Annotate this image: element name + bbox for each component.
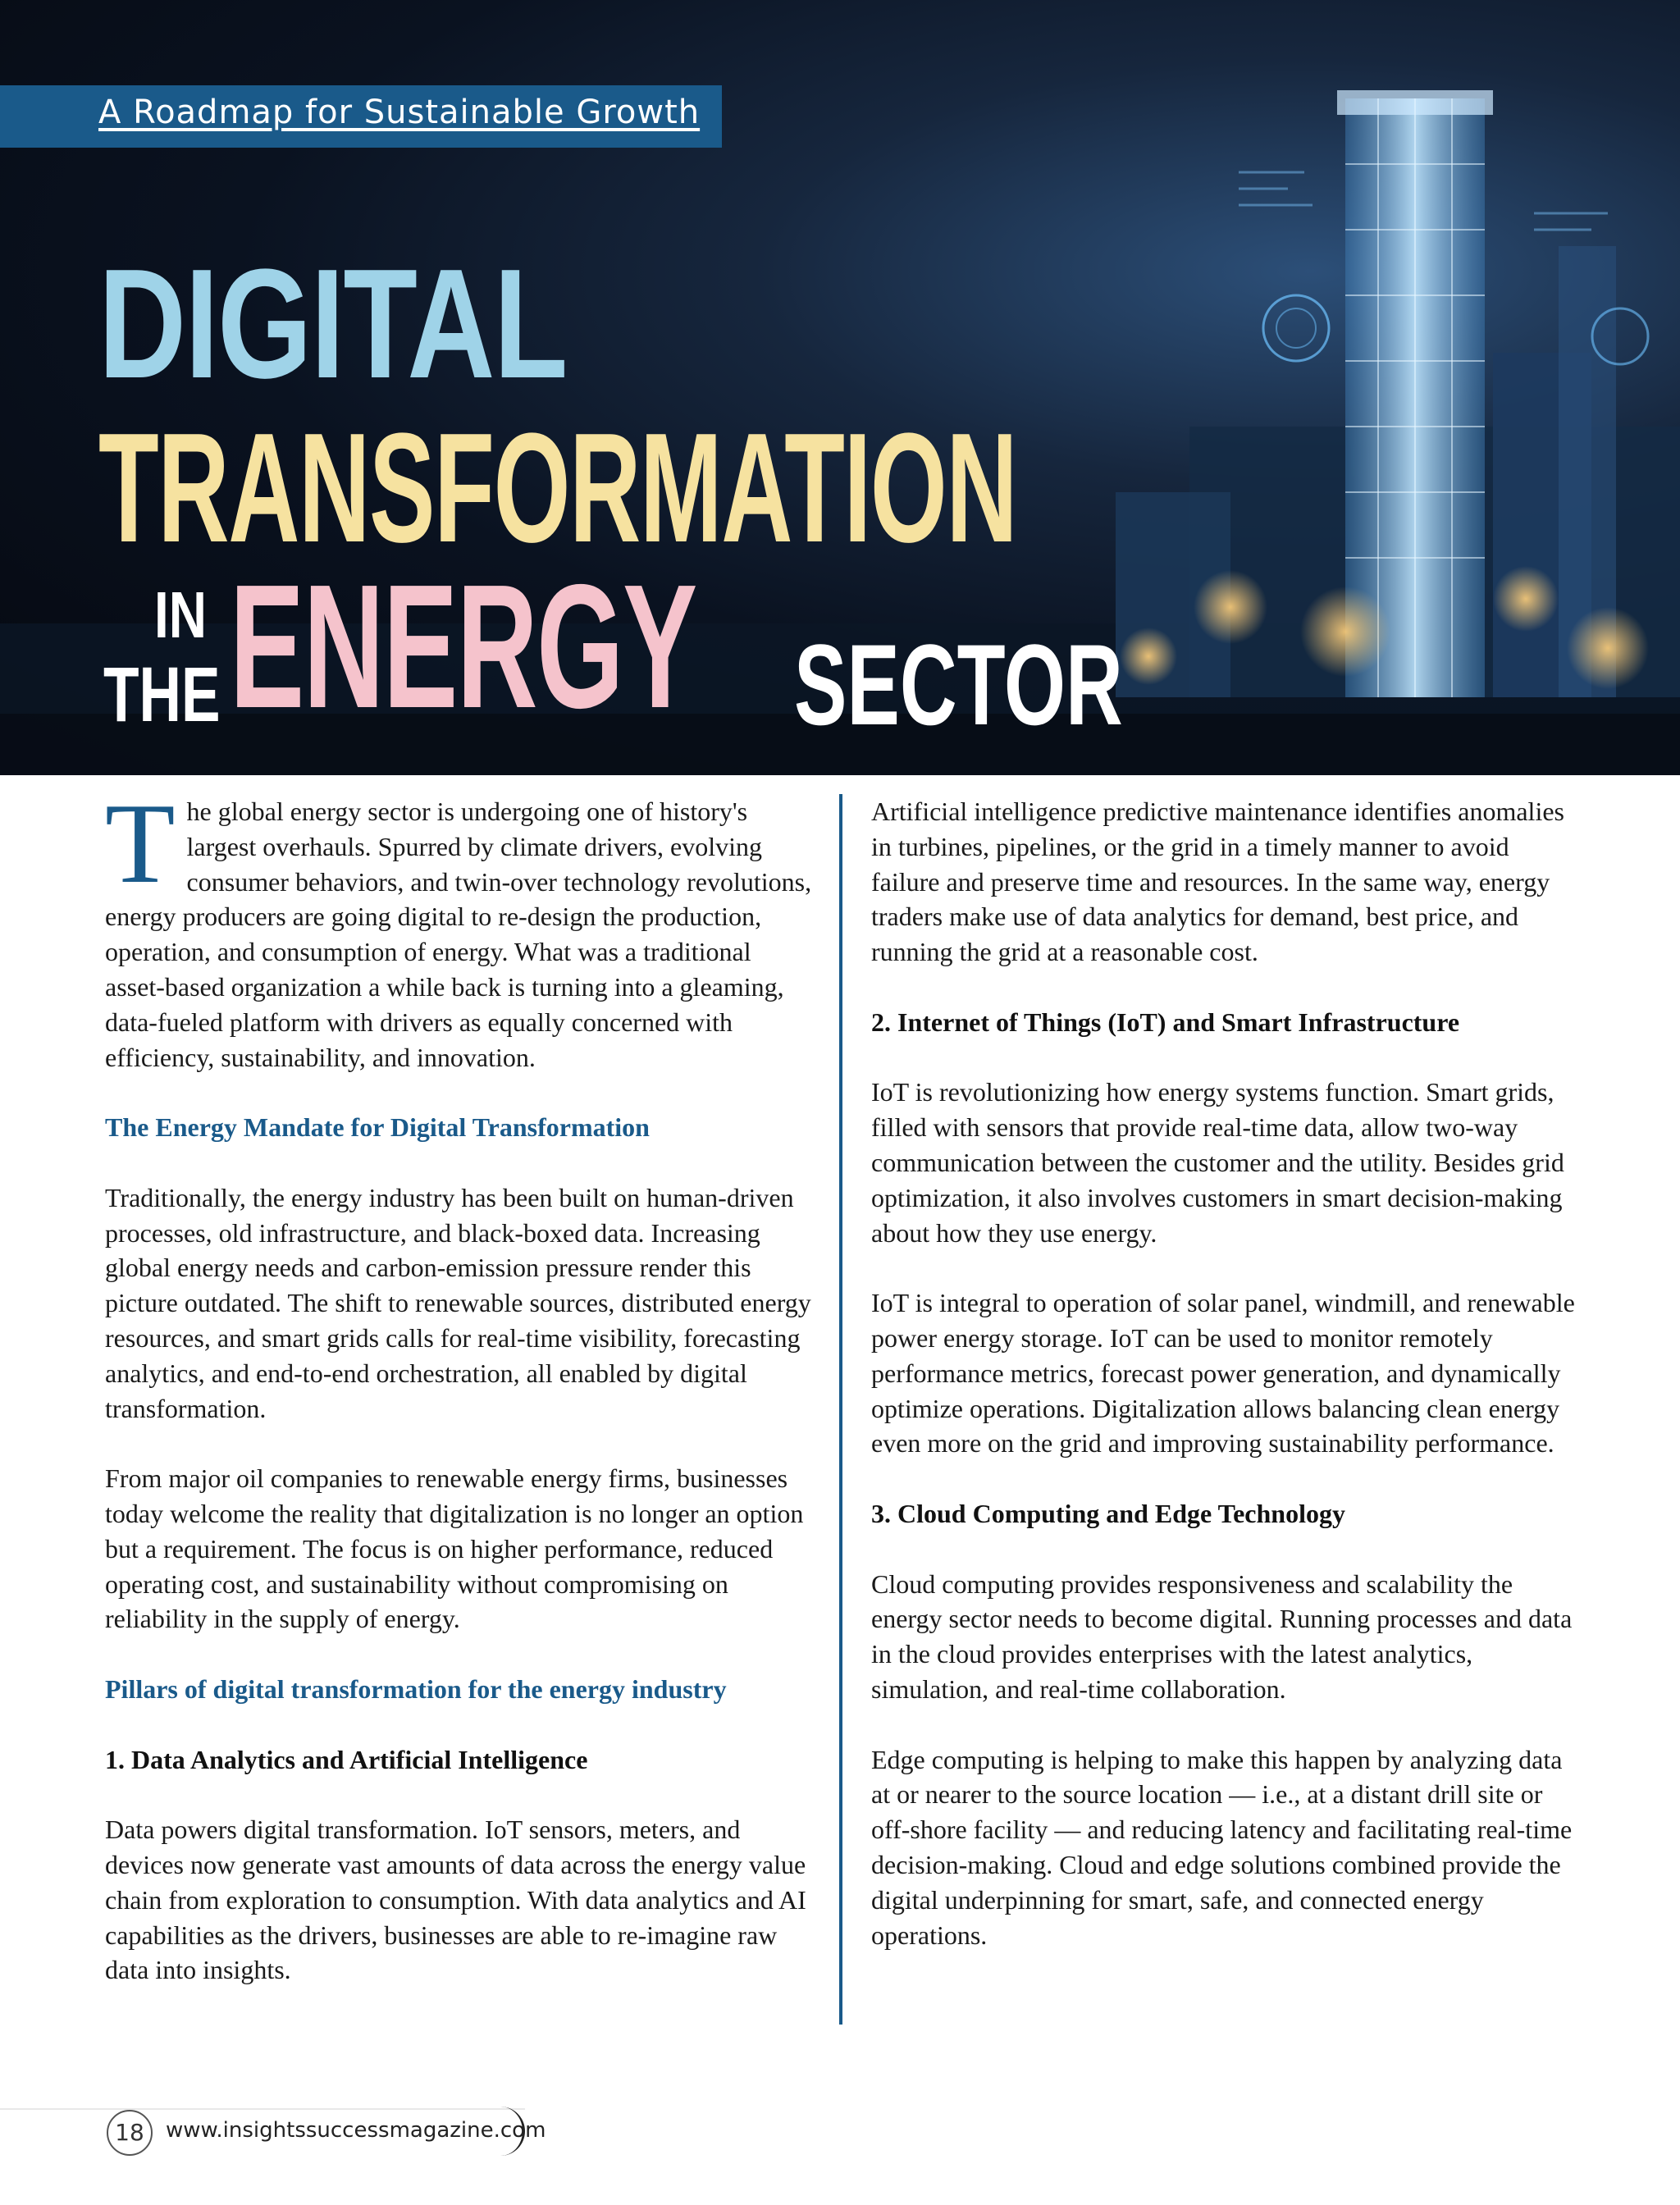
footer-bracket [500,2107,525,2156]
title-sector: SECTOR [794,620,1123,749]
title-the: THE [103,651,221,738]
footer-url[interactable]: www.insightssuccessmagazine.com [166,2118,546,2143]
paragraph: Traditionally, the energy industry has been built on human-driven processes, old infrastructure, and black-boxed data. Increasing global energy needs and carbon-emission pressure render this picture outdated. The shift to renewable sources, distributed energy resources, and smart grids calls for real-time visibility, forecasting analytics, and end-to-end orchestration, all enabled by digital transformation. [105,1182,811,1423]
title-transformation: TRANSFORMATION [98,401,1017,575]
paragraph: IoT is integral to operation of solar panel, windmill, and renewable power energy storage. IoT can be used to monitor remotely performance metrics, forecast power generation, and dynamically optimize operations. Digitalization allows balancing clean energy even more on the grid and improving sustainability performance. [871,1288,1575,1459]
footer-rule [0,2108,525,2110]
left-column [105,780,812,2023]
drop-cap: T [105,780,176,907]
paragraph: Cloud computing provides responsiveness and scalability the energy sector needs to become digital. Running processes and data in the cloud provides enterprises with the latest analytics, simulation, and real-time collaboration. [871,1568,1573,1704]
page-number: 18 [107,2110,153,2156]
title-in: IN [154,578,207,651]
column-divider [839,794,842,2025]
title-digital: DIGITAL [98,237,567,411]
section-heading-mandate: The Energy Mandate for Digital Transformation [105,1112,650,1143]
paragraph: Edge computing is helping to make this happen by analyzing data at or nearer to the source location — i.e., at a distant drill site or off-shore facility — and reducing latency and facilitating real-time decision-making. Cloud and edge solutions combined provide the digital underpinning for smart, safe, and connected energy operations. [871,1744,1573,1950]
section-heading-pillars: Pillars of digital transformation for the energy industry [105,1673,727,1704]
paragraph: Artificial intelligence predictive maintenance identifies anomalies in turbines, pipelines, or the grid in a timely manner to avoid failure and preserve time and resources. In the same way, energy traders make use of data analytics for demand, best price, and running the grid at a reasonable cost. [871,797,1564,967]
kicker-banner [0,85,722,148]
kicker-text: A Roadmap for Sustainable Growth [98,94,701,131]
subheading-cloud: 3. Cloud Computing and Edge Technology [871,1498,1345,1528]
subheading-iot: 2. Internet of Things (IoT) and Smart Infrastructure [871,1007,1460,1037]
right-column [871,794,1583,1988]
paragraph: From major oil companies to renewable energy firms, businesses today welcome the reality that digitalization is no longer an option but a requirement. The focus is on higher performance, reduced operating cost, and sustainability without compromising on reliability in the supply of energy. [105,1463,804,1634]
paragraph: IoT is revolutionizing how energy systems function. Smart grids, filled with sensors that provide real-time data, allow two-way communication between the customer and the utility. Besides grid optimization, it also involves customers in smart decision-making about how they use energy. [871,1077,1564,1248]
intro-paragraph: The global energy sector is undergoing one of history's largest overhauls. Spurred by climate drivers, evolving consumer behaviors, and twin-over technology revolutions, energy producers are going digital to re-design the production, operation, and consumption of energy. What was a traditional asset-based organization a while back is turning into a gleaming, data-fueled platform with drivers as equally concerned with efficiency, sustainability, and innovation. [105,780,812,1072]
hero-banner [0,0,1680,775]
subheading-data-analytics: 1. Data Analytics and Artificial Intelligence [105,1744,588,1774]
paragraph: Data powers digital transformation. IoT sensors, meters, and devices now generate vast amounts of data across the energy value chain from exploration to consumption. With data analytics and AI capabilities as the drivers, businesses are able to re-imagine raw data into insights. [105,1815,806,1985]
title-energy: ENERGY [230,547,696,745]
